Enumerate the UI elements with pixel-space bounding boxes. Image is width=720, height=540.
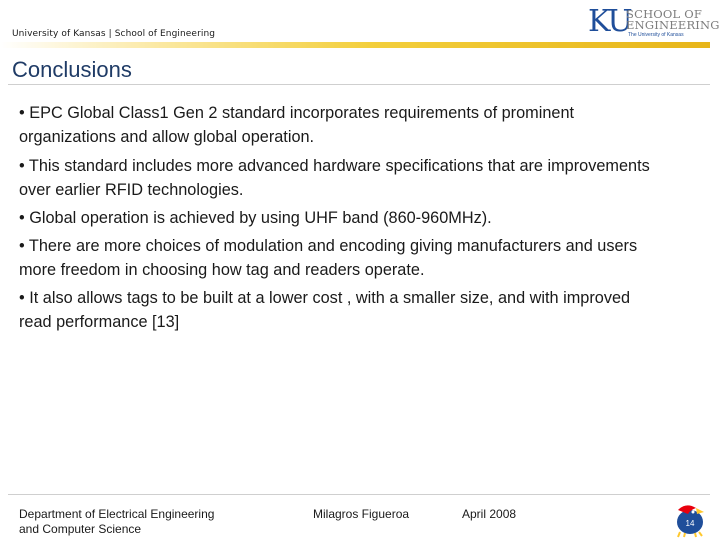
footer-department-line2: and Computer Science	[19, 522, 142, 536]
header-gradient-bar	[0, 42, 710, 48]
footer-department-line1: Department of Electrical Engineering	[19, 507, 215, 521]
affiliation-text: University of Kansas | School of Engineering	[12, 29, 216, 39]
logo-engineering: ENGINEERING	[626, 18, 720, 32]
ku-engineering-logo	[588, 4, 720, 41]
footer-date: April 2008	[462, 507, 517, 521]
footer-divider	[8, 494, 710, 495]
title-divider	[8, 84, 710, 85]
bullet-item: • This standard includes more advanced hardware specifications that are improvements over earlier RFID technologies.	[19, 157, 650, 199]
slide-title: Conclusions	[12, 57, 132, 82]
footer-department	[19, 507, 214, 537]
footer-author: Milagros Figueroa	[313, 507, 410, 521]
page-number: 14	[685, 519, 695, 528]
bullet-list	[19, 101, 659, 338]
ku-logo-letters: KU	[588, 4, 631, 39]
logo-school-of: SCHOOL OF	[626, 7, 703, 21]
bullet-item: • Global operation is achieved by using UHF band (860-960MHz).	[19, 209, 492, 227]
logo-university: The University of Kansas	[628, 32, 684, 38]
jayhawk-icon	[668, 500, 708, 538]
bullet-item: • There are more choices of modulation and encoding giving manufacturers and users more freedom in choosing how tag and readers operate.	[19, 237, 638, 279]
bullet-item: • It also allows tags to be built at a lower cost , with a smaller size, and with improved read performance [13]	[19, 289, 631, 331]
bullet-item: • EPC Global Class1 Gen 2 standard incorporates requirements of prominent organizations and allow global operation.	[19, 104, 575, 146]
